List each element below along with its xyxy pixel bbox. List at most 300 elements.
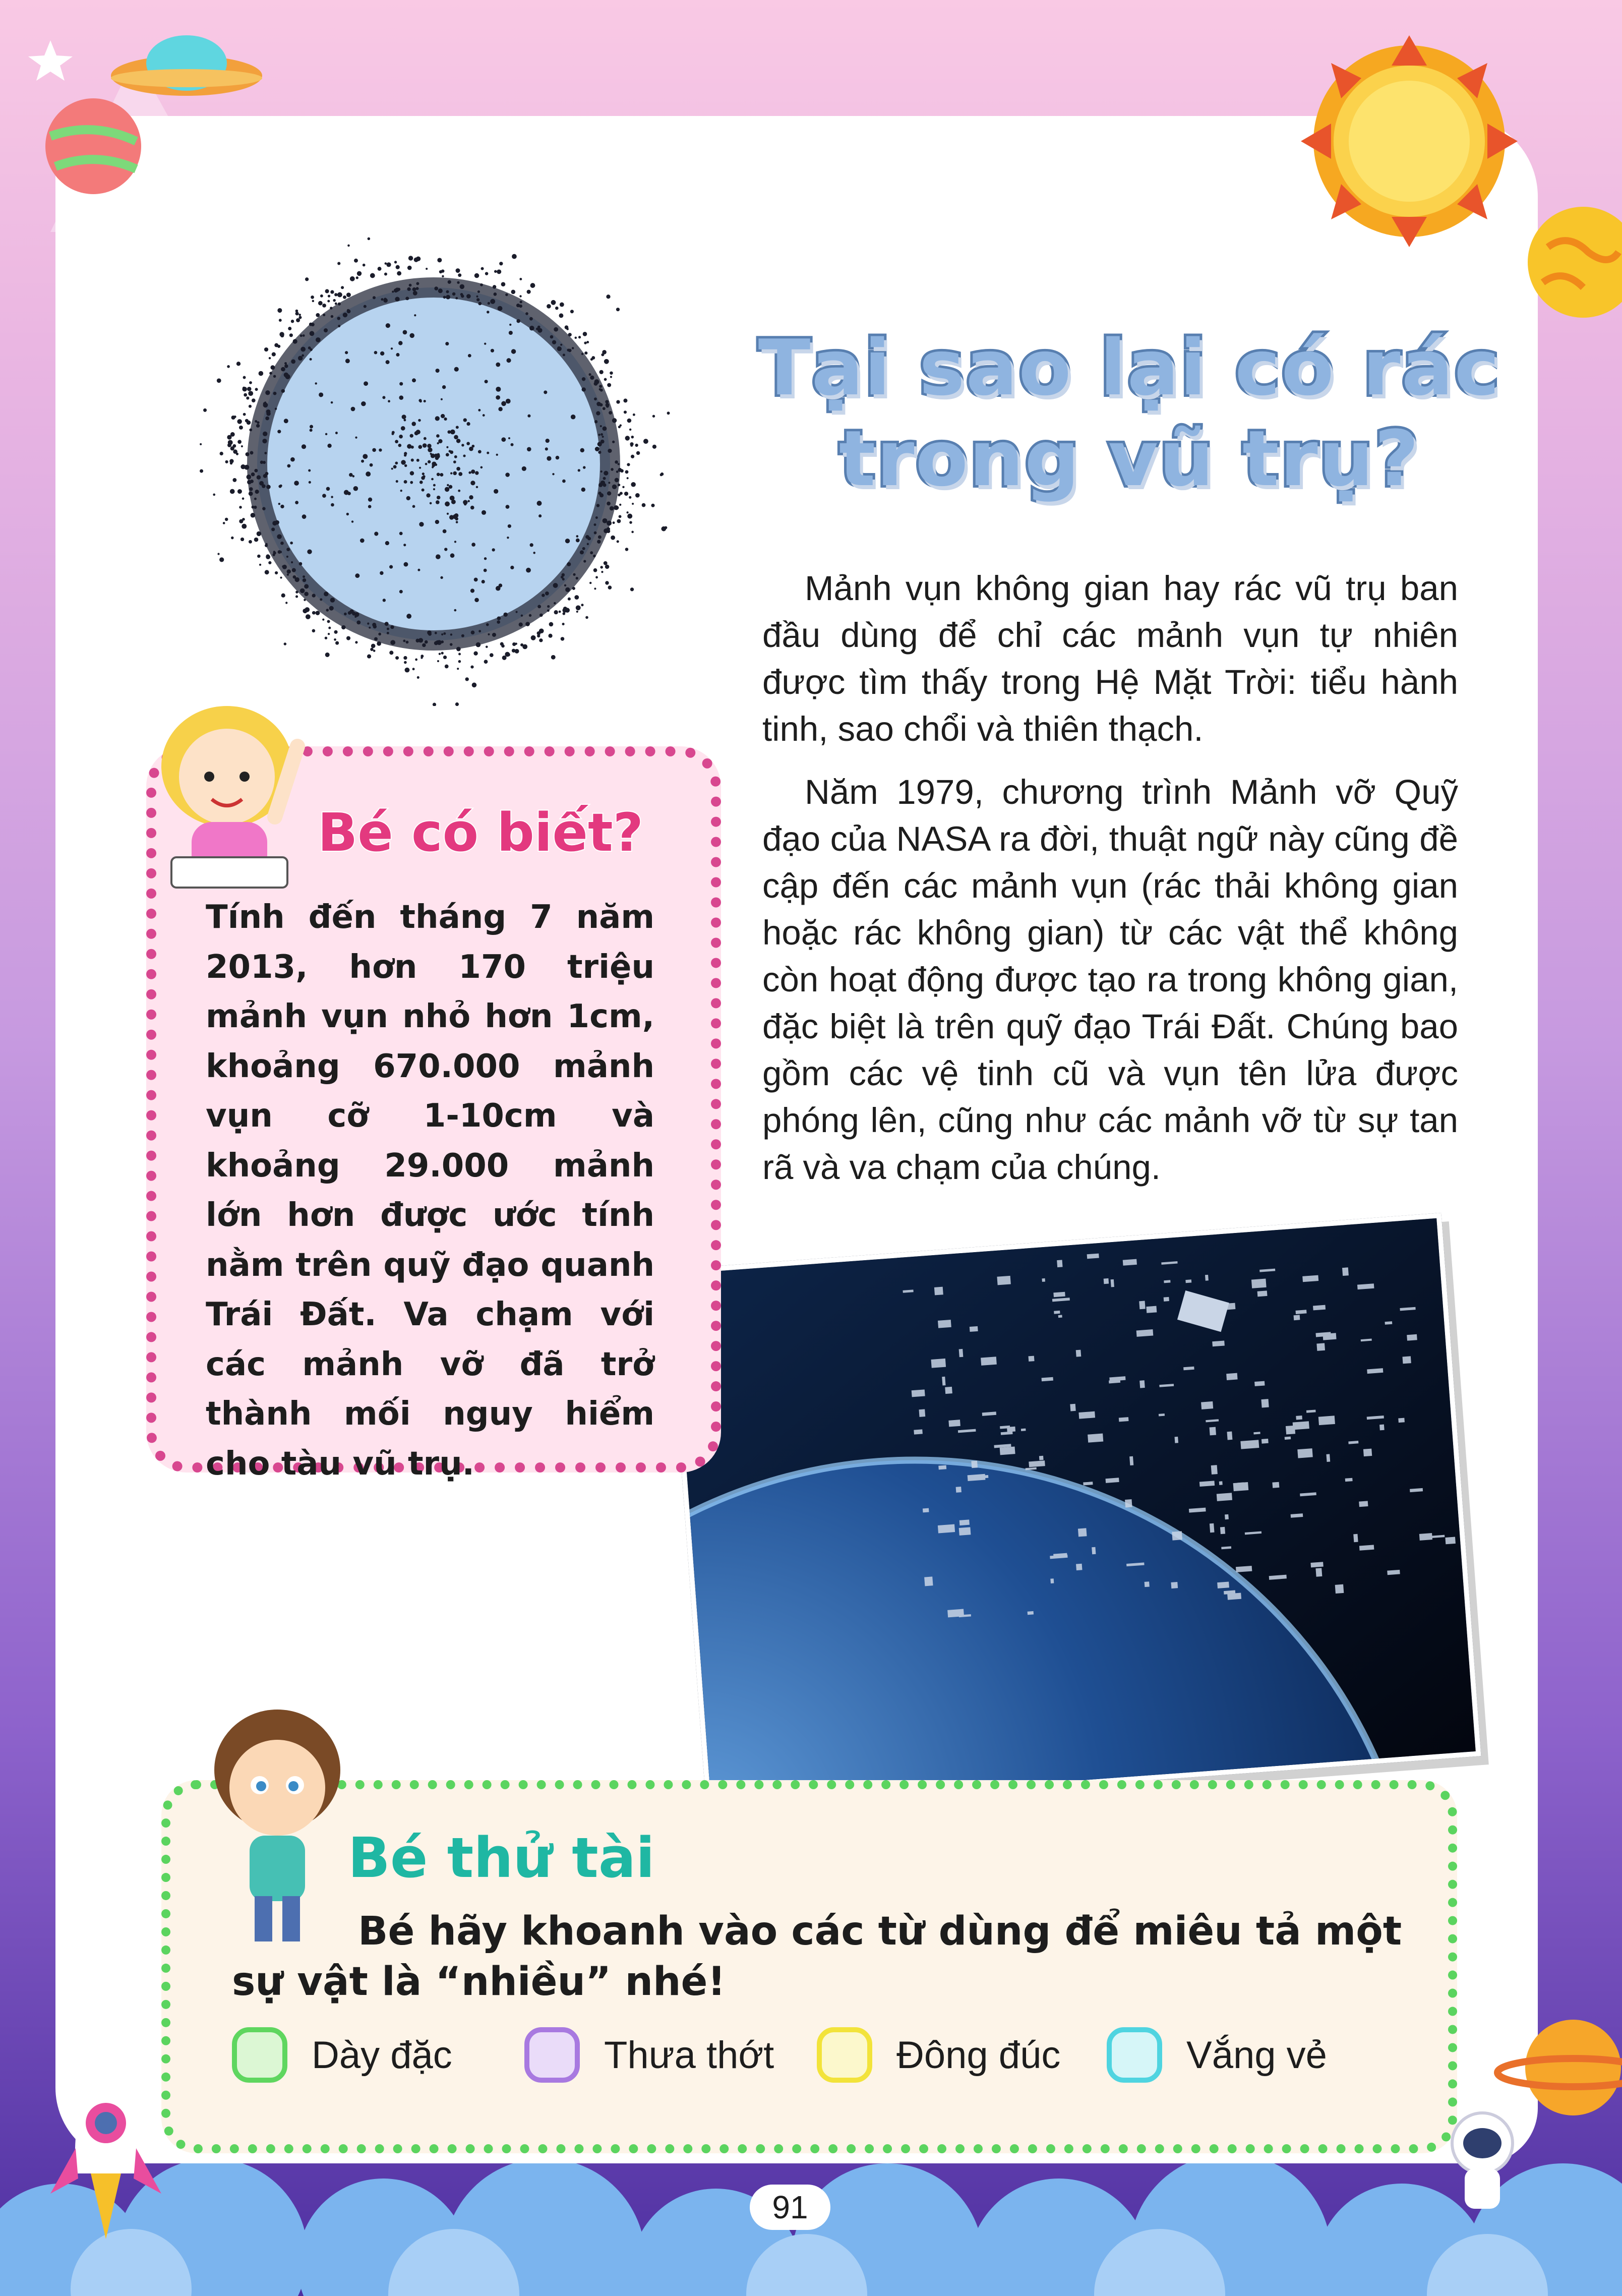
debris-dot xyxy=(445,487,449,492)
debris-dot xyxy=(278,550,281,554)
debris-dot xyxy=(385,622,389,626)
debris-dot xyxy=(454,609,456,612)
debris-dot xyxy=(562,578,565,580)
debris-dot xyxy=(399,435,403,439)
debris-dot xyxy=(254,538,259,542)
debris-dot xyxy=(287,464,290,467)
debris-dot xyxy=(310,429,313,432)
debris-dot xyxy=(251,513,256,518)
ufo-planet-illustration xyxy=(20,20,282,232)
debris-dot xyxy=(282,565,287,569)
debris-dot xyxy=(608,482,610,484)
debris-dot xyxy=(636,451,640,455)
debris-dot xyxy=(370,273,375,278)
debris-dot xyxy=(441,269,445,273)
debris-dot xyxy=(280,542,284,545)
debris-dot xyxy=(516,611,518,613)
debris-dot xyxy=(411,422,416,426)
debris-dot xyxy=(217,553,219,555)
debris-fragment xyxy=(938,1465,946,1470)
debris-dot xyxy=(333,299,335,302)
debris-dot xyxy=(444,548,447,551)
debris-dot xyxy=(219,557,224,562)
debris-dot xyxy=(356,276,358,279)
debris-dot xyxy=(374,351,378,355)
debris-dot xyxy=(631,436,634,439)
debris-dot xyxy=(325,636,327,639)
debris-dot xyxy=(296,318,300,322)
debris-dot xyxy=(435,520,439,524)
debris-dot xyxy=(537,631,541,635)
did-you-know-title: Bé có biết? xyxy=(318,802,643,863)
debris-fragment xyxy=(1302,1275,1318,1282)
debris-dot xyxy=(536,328,538,330)
debris-dot xyxy=(600,566,603,569)
debris-dot xyxy=(506,399,511,404)
debris-dot xyxy=(434,286,438,290)
debris-dot xyxy=(331,315,334,318)
debris-dot xyxy=(440,576,443,579)
debris-dot xyxy=(356,620,361,624)
debris-dot xyxy=(403,656,407,660)
debris-dot xyxy=(588,373,591,376)
debris-dot xyxy=(525,312,528,315)
debris-dot xyxy=(605,565,610,569)
debris-dot xyxy=(441,652,444,655)
debris-dot xyxy=(480,283,483,286)
debris-dot xyxy=(325,289,329,293)
debris-dot xyxy=(305,607,310,612)
debris-dot xyxy=(291,359,295,364)
debris-fragment xyxy=(1254,1381,1265,1386)
debris-dot xyxy=(289,333,293,337)
option-checkbox[interactable] xyxy=(817,2027,872,2083)
debris-dot xyxy=(309,323,313,326)
debris-fragment xyxy=(923,1508,929,1513)
debris-dot xyxy=(552,473,554,475)
debris-dot xyxy=(484,660,488,664)
debris-dot xyxy=(667,411,670,415)
debris-dot xyxy=(312,594,316,597)
debris-dot xyxy=(400,490,402,492)
debris-dot xyxy=(351,520,353,522)
debris-dot xyxy=(389,565,393,569)
debris-dot xyxy=(225,518,228,521)
debris-dot xyxy=(604,528,609,534)
debris-dot xyxy=(227,443,231,447)
debris-dot xyxy=(242,518,245,521)
debris-dot xyxy=(368,505,372,508)
debris-dot xyxy=(284,362,287,365)
debris-dot xyxy=(613,521,615,524)
debris-fragment xyxy=(1326,1454,1330,1462)
debris-fragment xyxy=(970,1326,978,1332)
option-label: Vắng vẻ xyxy=(1186,2033,1327,2077)
debris-dot xyxy=(611,536,615,540)
debris-dot xyxy=(505,473,510,477)
debris-dot xyxy=(303,578,306,582)
debris-dot xyxy=(463,454,465,457)
debris-dot xyxy=(403,544,406,546)
debris-dot xyxy=(533,552,535,554)
debris-dot xyxy=(361,459,364,462)
debris-dot xyxy=(249,381,252,384)
debris-dot xyxy=(610,506,614,511)
debris-dot xyxy=(327,620,330,623)
debris-dot xyxy=(550,335,554,339)
debris-dot xyxy=(607,520,612,525)
debris-fragment xyxy=(1285,1437,1291,1440)
debris-dot xyxy=(268,561,271,564)
debris-dot xyxy=(427,630,432,635)
debris-fragment xyxy=(1387,1570,1400,1575)
debris-fragment xyxy=(1296,1416,1302,1420)
debris-fragment xyxy=(1342,1267,1349,1276)
debris-dot xyxy=(416,282,419,285)
debris-dot xyxy=(537,501,542,506)
debris-fragment xyxy=(1419,1533,1432,1541)
debris-dot xyxy=(281,389,285,393)
debris-dot xyxy=(246,452,250,456)
debris-dot xyxy=(501,437,506,442)
debris-dot xyxy=(343,313,347,317)
option-checkbox[interactable] xyxy=(524,2027,580,2083)
debris-dot xyxy=(635,444,638,447)
debris-dot xyxy=(327,444,331,448)
debris-dot xyxy=(622,486,624,488)
debris-dot xyxy=(470,481,475,485)
debris-dot xyxy=(431,478,434,481)
debris-dot xyxy=(587,537,591,540)
debris-dot xyxy=(612,485,617,489)
debris-dot xyxy=(552,340,556,344)
debris-dot xyxy=(471,543,475,547)
debris-dot xyxy=(406,614,411,619)
debris-dot xyxy=(567,562,571,566)
debris-dot xyxy=(493,285,496,288)
debris-dot xyxy=(391,433,394,435)
debris-dot xyxy=(281,594,285,598)
debris-dot xyxy=(527,415,530,418)
debris-dot xyxy=(557,346,562,351)
debris-dot xyxy=(293,339,297,343)
debris-fragment xyxy=(1021,1429,1026,1431)
debris-fragment xyxy=(1211,1465,1218,1475)
debris-dot xyxy=(326,609,329,612)
debris-fragment xyxy=(1054,1311,1060,1314)
debris-dot xyxy=(525,622,530,626)
debris-dot xyxy=(482,510,486,515)
debris-dot xyxy=(284,364,288,368)
debris-dot xyxy=(334,630,337,634)
debris-fragment xyxy=(1257,1290,1268,1297)
debris-dot xyxy=(236,362,241,366)
debris-dot xyxy=(544,390,547,394)
debris-fragment xyxy=(1175,1437,1179,1443)
debris-dot xyxy=(519,278,522,280)
debris-dot xyxy=(419,522,424,526)
debris-dot xyxy=(327,300,330,303)
debris-dot xyxy=(324,592,328,596)
debris-dot xyxy=(494,270,497,273)
debris-dot xyxy=(626,511,628,513)
debris-dot xyxy=(464,503,466,505)
option-day-dac[interactable] xyxy=(232,2022,452,2088)
debris-dot xyxy=(485,380,488,383)
debris-dot xyxy=(382,396,385,399)
debris-dot xyxy=(584,341,586,344)
debris-dot xyxy=(293,575,296,579)
debris-dot xyxy=(403,639,405,642)
debris-fragment xyxy=(1119,1417,1129,1422)
debris-dot xyxy=(593,523,596,526)
debris-dot xyxy=(476,296,478,298)
debris-dot xyxy=(291,320,294,323)
debris-dot xyxy=(509,324,511,326)
debris-dot xyxy=(392,290,394,292)
debris-dot xyxy=(633,414,635,416)
debris-dot xyxy=(447,484,449,486)
debris-dot xyxy=(330,290,334,293)
debris-fragment xyxy=(1039,1456,1044,1460)
debris-dot xyxy=(456,647,461,652)
debris-dot xyxy=(573,573,575,576)
debris-dot xyxy=(476,486,478,488)
debris-dot xyxy=(410,481,413,484)
debris-dot xyxy=(576,611,578,613)
option-dong-duc[interactable] xyxy=(817,2022,1060,2088)
debris-dot xyxy=(470,588,474,593)
debris-dot xyxy=(605,400,609,403)
page-title-line-1: Tại sao lại có rác xyxy=(758,323,1501,413)
debris-dot xyxy=(618,463,620,465)
debris-fragment xyxy=(1398,1418,1405,1423)
debris-dot xyxy=(545,447,548,450)
debris-dot xyxy=(629,429,631,431)
debris-dot xyxy=(417,569,420,571)
debris-fragment xyxy=(1076,1564,1082,1570)
debris-dot xyxy=(252,398,256,402)
debris-dot xyxy=(604,359,609,364)
debris-fragment xyxy=(1139,1301,1145,1310)
debris-dot xyxy=(305,277,309,281)
debris-dot xyxy=(418,419,421,422)
debris-dot xyxy=(225,460,228,463)
debris-dot xyxy=(320,598,322,601)
debris-dot xyxy=(319,392,323,397)
article-paragraph-2: Năm 1979, chương trình Mảnh vỡ Quỹ đạo của NASA ra đời, thuật ngữ này cũng đề cập đến các mảnh vụn (rác thải không gian hoặc rác không gian) từ các vật thể không còn hoạt động được tạo ra trong không gian, đặc biệt là trên quỹ đạo Trái Đất. Chúng bao gồm các vệ tinh cũ và vụn tên lửa được phóng lên, cũng như các mảnh vỡ từ sự tan rã và va chạm của chúng. xyxy=(762,773,1458,1187)
debris-dot xyxy=(310,348,313,351)
debris-fragment xyxy=(1335,1584,1344,1594)
debris-dot xyxy=(446,290,449,293)
debris-dot xyxy=(563,354,565,356)
debris-dot xyxy=(458,273,461,277)
debris-dot xyxy=(448,280,451,284)
option-vang-ve[interactable] xyxy=(1107,2022,1327,2088)
debris-dot xyxy=(374,532,378,536)
debris-dot xyxy=(323,314,325,316)
debris-dot xyxy=(620,469,624,473)
debris-dot xyxy=(247,387,252,391)
debris-dot xyxy=(398,444,402,447)
option-checkbox[interactable] xyxy=(232,2027,287,2083)
debris-fragment xyxy=(1050,1578,1054,1583)
debris-dot xyxy=(291,561,293,563)
debris-dot xyxy=(280,334,284,337)
debris-dot xyxy=(603,518,608,523)
debris-dot xyxy=(584,351,587,355)
debris-fragment xyxy=(942,1377,945,1386)
debris-dot xyxy=(575,337,577,339)
debris-dot xyxy=(263,461,266,464)
debris-dot xyxy=(361,401,366,406)
debris-dot xyxy=(255,420,257,423)
debris-dot xyxy=(230,462,232,464)
debris-dot xyxy=(512,649,516,653)
debris-dot xyxy=(249,487,253,491)
debris-fragment xyxy=(1227,1432,1232,1440)
debris-dot xyxy=(451,500,456,504)
debris-dot xyxy=(436,554,441,559)
debris-dot xyxy=(286,556,288,558)
debris-dot xyxy=(257,475,261,479)
debris-dot xyxy=(396,353,399,357)
debris-dot xyxy=(424,400,426,402)
astronaut-planet-illustration xyxy=(1427,2012,1622,2224)
debris-fragment xyxy=(919,1409,925,1417)
debris-dot xyxy=(395,656,399,660)
debris-dot xyxy=(576,539,580,543)
debris-dot xyxy=(310,331,315,336)
debris-dot xyxy=(294,481,299,486)
debris-dot xyxy=(409,284,412,287)
debris-dot xyxy=(428,447,432,452)
debris-dot xyxy=(529,317,533,321)
page-title-line-2: trong vũ trụ? xyxy=(838,414,1420,503)
debris-fragment xyxy=(1058,1315,1062,1318)
debris-dot xyxy=(257,555,261,558)
debris-dot xyxy=(364,381,368,386)
debris-dot xyxy=(419,400,422,402)
debris-fragment xyxy=(948,1420,960,1427)
debris-dot xyxy=(450,553,455,558)
debris-dot xyxy=(512,254,517,259)
debris-dot xyxy=(606,403,610,407)
debris-dot xyxy=(530,283,535,288)
debris-dot xyxy=(604,471,608,476)
debris-dot xyxy=(417,676,419,679)
debris-dot xyxy=(471,445,474,448)
debris-dot xyxy=(351,407,355,411)
debris-dot xyxy=(443,296,446,299)
debris-dot xyxy=(510,566,514,569)
debris-fragment xyxy=(1057,1260,1062,1267)
debris-dot xyxy=(548,634,552,638)
debris-dot xyxy=(264,347,268,351)
debris-dot xyxy=(244,393,247,397)
debris-dot xyxy=(494,292,497,296)
debris-dot xyxy=(481,267,484,270)
debris-dot xyxy=(597,442,602,446)
debris-dot xyxy=(529,326,534,331)
debris-dot xyxy=(538,514,542,517)
debris-dot xyxy=(484,569,487,572)
debris-dot xyxy=(290,542,293,545)
debris-fragment xyxy=(1402,1356,1411,1364)
debris-dot xyxy=(345,351,348,354)
debris-dot xyxy=(265,417,269,421)
debris-dot xyxy=(468,354,471,358)
debris-fragment xyxy=(1164,1297,1169,1302)
debris-dot xyxy=(303,575,305,578)
debris-fragment xyxy=(971,1460,978,1468)
debris-dot xyxy=(331,401,333,404)
debris-dot xyxy=(456,426,459,429)
debris-dot xyxy=(422,489,425,492)
debris-dot xyxy=(285,602,287,604)
debris-dot xyxy=(416,287,419,290)
option-thua-thot[interactable] xyxy=(524,2022,774,2088)
debris-dot xyxy=(338,303,341,306)
debris-dot xyxy=(453,460,456,463)
debris-fragment xyxy=(1164,1280,1170,1283)
debris-dot xyxy=(553,583,558,588)
debris-dot xyxy=(337,292,342,298)
debris-dot xyxy=(482,580,485,583)
debris-dot xyxy=(494,489,498,494)
debris-dot xyxy=(394,288,398,292)
debris-dot xyxy=(256,424,260,428)
debris-dot xyxy=(456,521,458,523)
debris-dot xyxy=(284,642,286,645)
debris-dot xyxy=(598,535,602,539)
debris-dot xyxy=(330,598,335,603)
debris-fragment xyxy=(1205,1275,1209,1281)
debris-dot xyxy=(242,497,245,500)
debris-dot xyxy=(555,307,559,310)
debris-dot xyxy=(604,561,608,565)
debris-dot xyxy=(383,599,386,602)
debris-dot xyxy=(529,614,531,617)
debris-dot xyxy=(404,454,406,456)
debris-dot xyxy=(597,540,600,543)
debris-fragment xyxy=(1076,1350,1082,1357)
debris-dot xyxy=(223,522,225,524)
debris-dot xyxy=(603,477,606,480)
debris-dot xyxy=(547,456,551,460)
debris-dot xyxy=(446,295,450,300)
debris-dot xyxy=(478,450,482,453)
debris-dot xyxy=(303,334,305,337)
debris-dot xyxy=(426,493,430,497)
debris-dot xyxy=(595,576,598,578)
debris-fragment xyxy=(1092,1547,1096,1555)
option-checkbox[interactable] xyxy=(1107,2027,1162,2083)
debris-dot xyxy=(593,568,597,572)
debris-dot xyxy=(401,460,405,464)
debris-fragment xyxy=(1293,1421,1309,1430)
debris-fragment xyxy=(1219,1481,1223,1485)
debris-dot xyxy=(430,502,432,505)
debris-fragment xyxy=(1363,1449,1372,1457)
debris-dot xyxy=(599,370,604,374)
debris-dot xyxy=(248,391,253,396)
debris-dot xyxy=(383,298,388,303)
debris-dot xyxy=(284,419,288,423)
debris-dot xyxy=(286,548,290,551)
debris-dot xyxy=(344,613,347,616)
debris-fragment xyxy=(1272,1482,1279,1488)
